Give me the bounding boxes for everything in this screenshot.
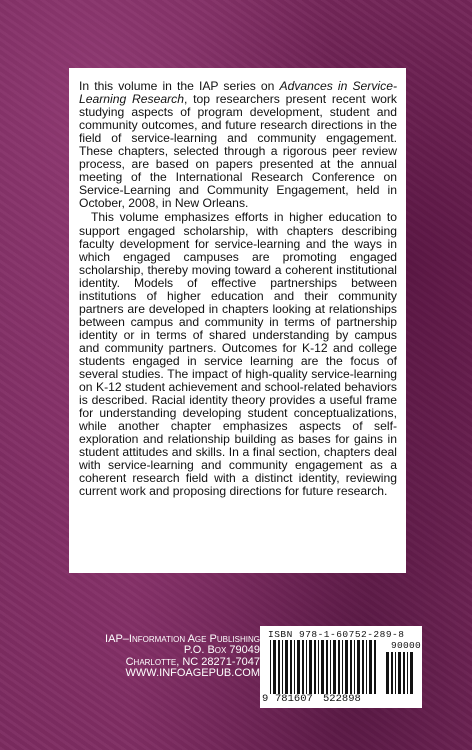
barcode-bar <box>354 640 355 694</box>
barcode-bar <box>342 640 343 694</box>
barcode-bar <box>294 640 295 694</box>
barcode-bar <box>314 640 316 694</box>
publisher-city: Charlotte, NC 28271-7047 <box>125 655 260 668</box>
barcode-bar <box>403 652 405 694</box>
barcode-bar <box>391 652 393 694</box>
paragraph-1-intro: In this volume in the IAP series on <box>79 79 280 93</box>
barcode-left-digits: 781607 <box>275 693 313 705</box>
barcode-bar <box>395 652 396 694</box>
barcode-right-digits: 522898 <box>323 693 361 705</box>
barcode-bar <box>321 640 324 694</box>
barcode-bar <box>369 640 372 694</box>
barcode-bar <box>333 640 336 694</box>
barcode-bar <box>374 640 376 694</box>
barcode-bar <box>302 640 304 694</box>
price-addon-barcode <box>386 652 413 694</box>
barcode-bar <box>297 640 300 694</box>
publisher-po-box: P.O. Box 79049 <box>183 644 260 657</box>
barcode-bar <box>270 640 271 694</box>
barcode-bar <box>330 640 331 694</box>
barcode-bar <box>362 640 364 694</box>
barcode-bar <box>273 640 276 694</box>
barcode-bar <box>285 640 288 694</box>
price-code: 90000 <box>391 640 422 651</box>
barcode-bar <box>366 640 367 694</box>
barcode-bar <box>278 640 280 694</box>
paragraph-1-body: , top researchers present recent work studying aspects of program development, student and community outcomes, and future research directions in the field of service-learning and community engagement. These chapters, selected through a rigorous peer review process, are based on papers presented at the annual meeting of the International Research Conference on Service-Learning and Community Engagement, held in October, 2008, in New Orleans. <box>79 92 397 211</box>
description-paragraph-2: This volume emphasizes efforts in higher education to support engaged scholarship, with chapters describing faculty development for service-learning and the ways in which engaged campuses are promoting engaged scholarship, thereby moving toward a coherent institutional identity. Models of effective partnerships between institutions of higher education and their community partners are developed in chapters looking at relationships between campus and community in terms of partnership identity or in terms of shared understanding by campus and community partners. Outcomes for K-12 and college students engaged in service learning are the focus of several studies. The impact of high-quality service-learning on K-12 student achievement and school-related behaviors is described. Racial identity theory provides a useful frame for understanding developing student conceptualizations, while another chapter emphasizes aspects of self-exploration and relationship building as bases for gains in student attitudes and skills. In a final section, chapters deal with service-learning and community engagement as a coherent research field with a distinct identity, reviewing current work and proposing directions for future research. <box>79 210 397 499</box>
barcode-bar <box>386 652 389 694</box>
isbn-label: ISBN 978-1-60752-289-8 <box>268 629 405 640</box>
barcode-first-digit: 9 <box>262 693 269 705</box>
barcode-area <box>260 626 422 708</box>
barcode-bar <box>338 640 340 694</box>
publisher-name: IAP–Information Age Publishing <box>105 633 260 645</box>
barcode-bar <box>290 640 292 694</box>
barcode-bar <box>398 652 401 694</box>
barcode-bar <box>318 640 319 694</box>
description-box <box>69 68 406 573</box>
barcode-image <box>266 640 418 696</box>
publisher-info <box>60 634 260 680</box>
barcode-bar <box>326 640 328 694</box>
barcode-bar <box>309 640 312 694</box>
barcode-bar <box>350 640 352 694</box>
ean13-barcode <box>270 640 376 694</box>
barcode-bar <box>306 640 307 694</box>
publisher-url: WWW.INFOAGEPUB.COM <box>125 667 260 680</box>
barcode-bar <box>410 652 413 694</box>
series-title: Advances in Service-Learning Research <box>79 79 397 107</box>
barcode-bar <box>345 640 348 694</box>
barcode-bar <box>357 640 360 694</box>
barcode-bar <box>282 640 283 694</box>
barcode-bar <box>407 652 408 694</box>
description-paragraph-1 <box>79 80 397 210</box>
